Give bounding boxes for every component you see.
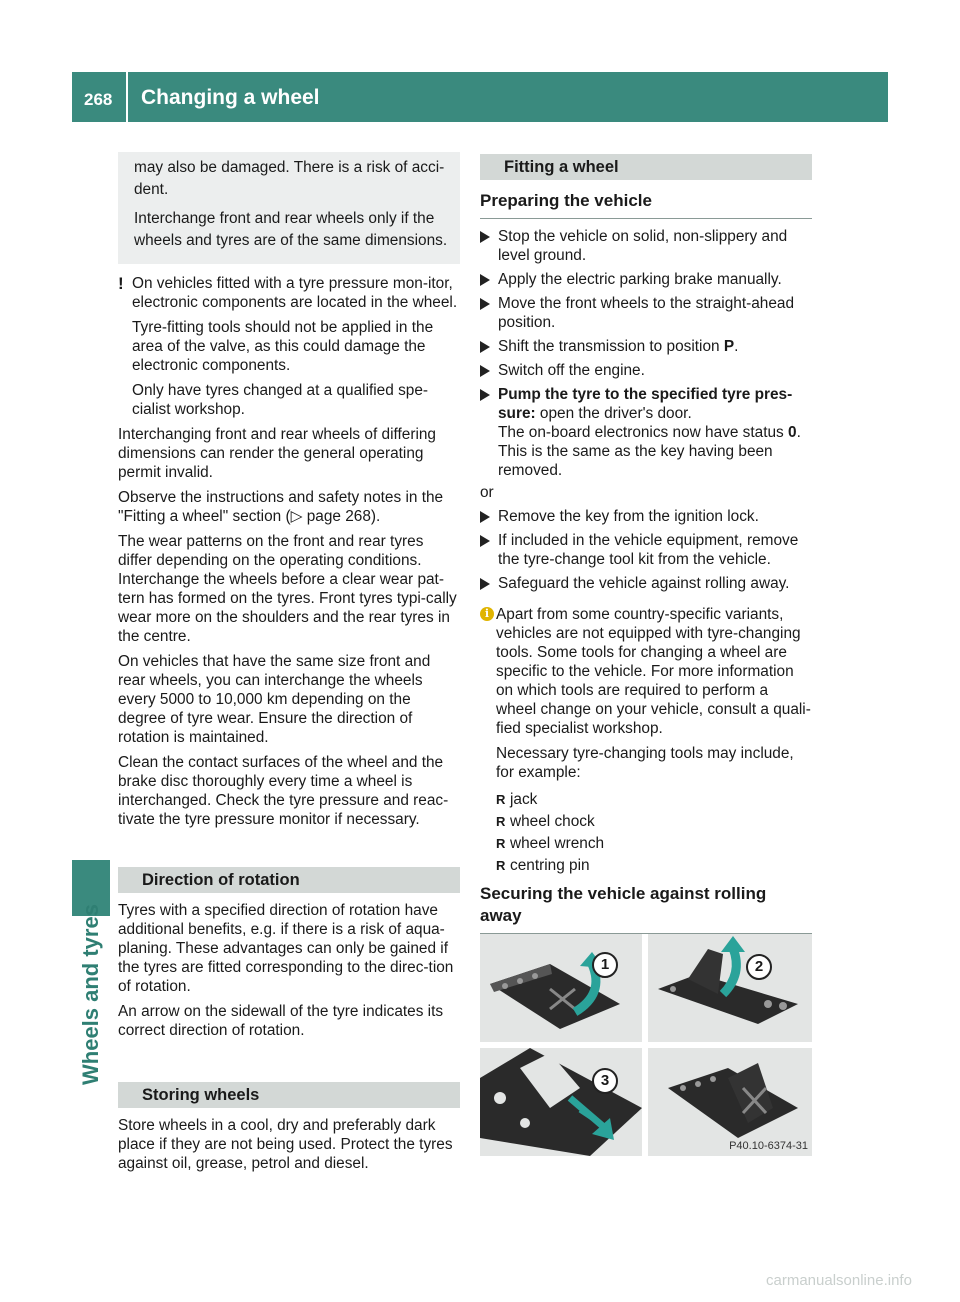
body-text xyxy=(118,425,460,829)
paragraph: Tyres with a specified direction of rotation have additional benefits, e.g. if there is a risk of aqua-planing. These advantages can only be gained if the tyres are fitted corresponding to the direc-tion of rotation. xyxy=(118,902,454,995)
warning-text: On vehicles fitted with a tyre pressure mon-itor, electronic components are located in the wheel. xyxy=(132,275,458,311)
figure-panel-4 xyxy=(648,1048,812,1156)
step-arrow-icon xyxy=(480,578,490,590)
steps-list xyxy=(480,227,812,480)
page-title: Changing a wheel xyxy=(141,86,320,109)
warning-text: Only have tyres changed at a qualified spe-cialist workshop. xyxy=(132,382,429,418)
figure-panel-1 xyxy=(480,934,642,1042)
left-column xyxy=(118,152,460,1173)
paragraph: Store wheels in a cool, dry and preferably dark place if they are not being used. Protect the tyres against oil, grease, petrol and diesel. xyxy=(118,1117,453,1172)
list-item: R centring pin xyxy=(496,856,812,875)
paragraph: The wear patterns on the front and rear tyres differ depending on the operating conditions. Interchange the wheels before a clear wear pat-tern has formed on the tyres. Front tyres typi-cally wear more on the shoulders and the rear tyres in the centre. xyxy=(118,533,457,645)
note-box xyxy=(118,152,460,264)
tools-list xyxy=(496,790,812,875)
side-chapter-label: Wheels and tyres xyxy=(78,904,103,1085)
info-text: Apart from some country-specific variants, vehicles are not equipped with tyre-changing tools. Some tools for changing a wheel are specific to the vehicle. For more information on which tools are required to perform a wheel change on your vehicle, consult a quali-fied specialist workshop. xyxy=(496,606,811,737)
section-heading-storing: Storing wheels xyxy=(118,1082,460,1108)
watermark-footer: carmanualsonline.info xyxy=(766,1272,912,1289)
list-item: R wheel chock xyxy=(496,812,812,831)
paragraph: An arrow on the sidewall of the tyre indicates its correct direction of rotation. xyxy=(118,1003,444,1039)
wheel-chock-illustration xyxy=(480,934,642,1042)
section-heading-fitting: Fitting a wheel xyxy=(480,154,812,180)
step-number-1: 1 xyxy=(592,952,618,978)
step-item: Apply the electric parking brake manually. xyxy=(480,270,812,289)
step-item: Stop the vehicle on solid, non-slippery and level ground. xyxy=(480,227,812,265)
wheel-chock-illustration xyxy=(648,934,812,1042)
step-arrow-icon xyxy=(480,298,490,310)
step-arrow-icon xyxy=(480,389,490,401)
figure-panel-2 xyxy=(648,934,812,1042)
warning-icon: ! xyxy=(118,274,124,293)
step-item: Switch off the engine. xyxy=(480,361,812,380)
header-divider xyxy=(126,72,128,122)
wheel-chock-illustration xyxy=(480,1048,642,1156)
page-number: 268 xyxy=(84,90,113,109)
right-column xyxy=(480,154,812,934)
section-heading-direction: Direction of rotation xyxy=(118,867,460,893)
or-label: or xyxy=(480,484,494,501)
step-arrow-icon xyxy=(480,535,490,547)
subheading-preparing: Preparing the vehicle xyxy=(480,190,812,219)
paragraph: Observe the instructions and safety notes in the "Fitting a wheel" section (▷ page 268). xyxy=(118,489,444,525)
wheel-chock-figure xyxy=(480,934,812,1156)
figure-panel-3 xyxy=(480,1048,642,1156)
step-arrow-icon xyxy=(480,511,490,523)
step-item: Safeguard the vehicle against rolling away. xyxy=(480,574,812,593)
note-text: Interchange front and rear wheels only if the wheels and tyres are of the same dimensions. xyxy=(134,210,448,249)
info-text: Necessary tyre-changing tools may include, for example: xyxy=(496,745,794,781)
step-number-3: 3 xyxy=(592,1068,618,1094)
step-item: Remove the key from the ignition lock. xyxy=(480,507,812,526)
note-text: may also be damaged. There is a risk of acci-dent. xyxy=(134,159,445,198)
list-item: R jack xyxy=(496,790,812,809)
info-block xyxy=(480,605,812,875)
step-arrow-icon xyxy=(480,274,490,286)
info-icon: i xyxy=(480,607,494,621)
paragraph: Clean the contact surfaces of the wheel and the brake disc thoroughly every time a wheel is interchanged. Check the tyre pressure and reac-tivate the tyre pressure monitor if necessary. xyxy=(118,754,449,828)
step-arrow-icon xyxy=(480,231,490,243)
subheading-securing: Securing the vehicle against rolling away xyxy=(480,883,812,934)
paragraph: On vehicles that have the same size front and rear wheels, you can interchange the wheels every 5000 to 10,000 km depending on the degree of tyre wear. Ensure the direction of rotation is maintained. xyxy=(118,653,431,746)
step-item: Pump the tyre to the specified tyre pres-sure: open the driver's door. The on-board electronics now have status 0. This is the same as the key having been removed. xyxy=(480,385,812,480)
step-arrow-icon xyxy=(480,341,490,353)
step-item: Move the front wheels to the straight-ahead position. xyxy=(480,294,812,332)
steps-list xyxy=(480,507,812,593)
list-item: R wheel wrench xyxy=(496,834,812,853)
paragraph: Interchanging front and rear wheels of differing dimensions can render the general operating permit invalid. xyxy=(118,426,436,481)
warning-text: Tyre-fitting tools should not be applied in the area of the valve, as this could damage the electronic components. xyxy=(132,319,434,374)
step-arrow-icon xyxy=(480,365,490,377)
step-item: If included in the vehicle equipment, remove the tyre-change tool kit from the vehicle. xyxy=(480,531,812,569)
step-item: Shift the transmission to position P. xyxy=(480,337,812,356)
step-number-2: 2 xyxy=(746,954,772,980)
warning-block xyxy=(118,274,460,419)
figure-code: P40.10-6374-31 xyxy=(729,1140,808,1152)
